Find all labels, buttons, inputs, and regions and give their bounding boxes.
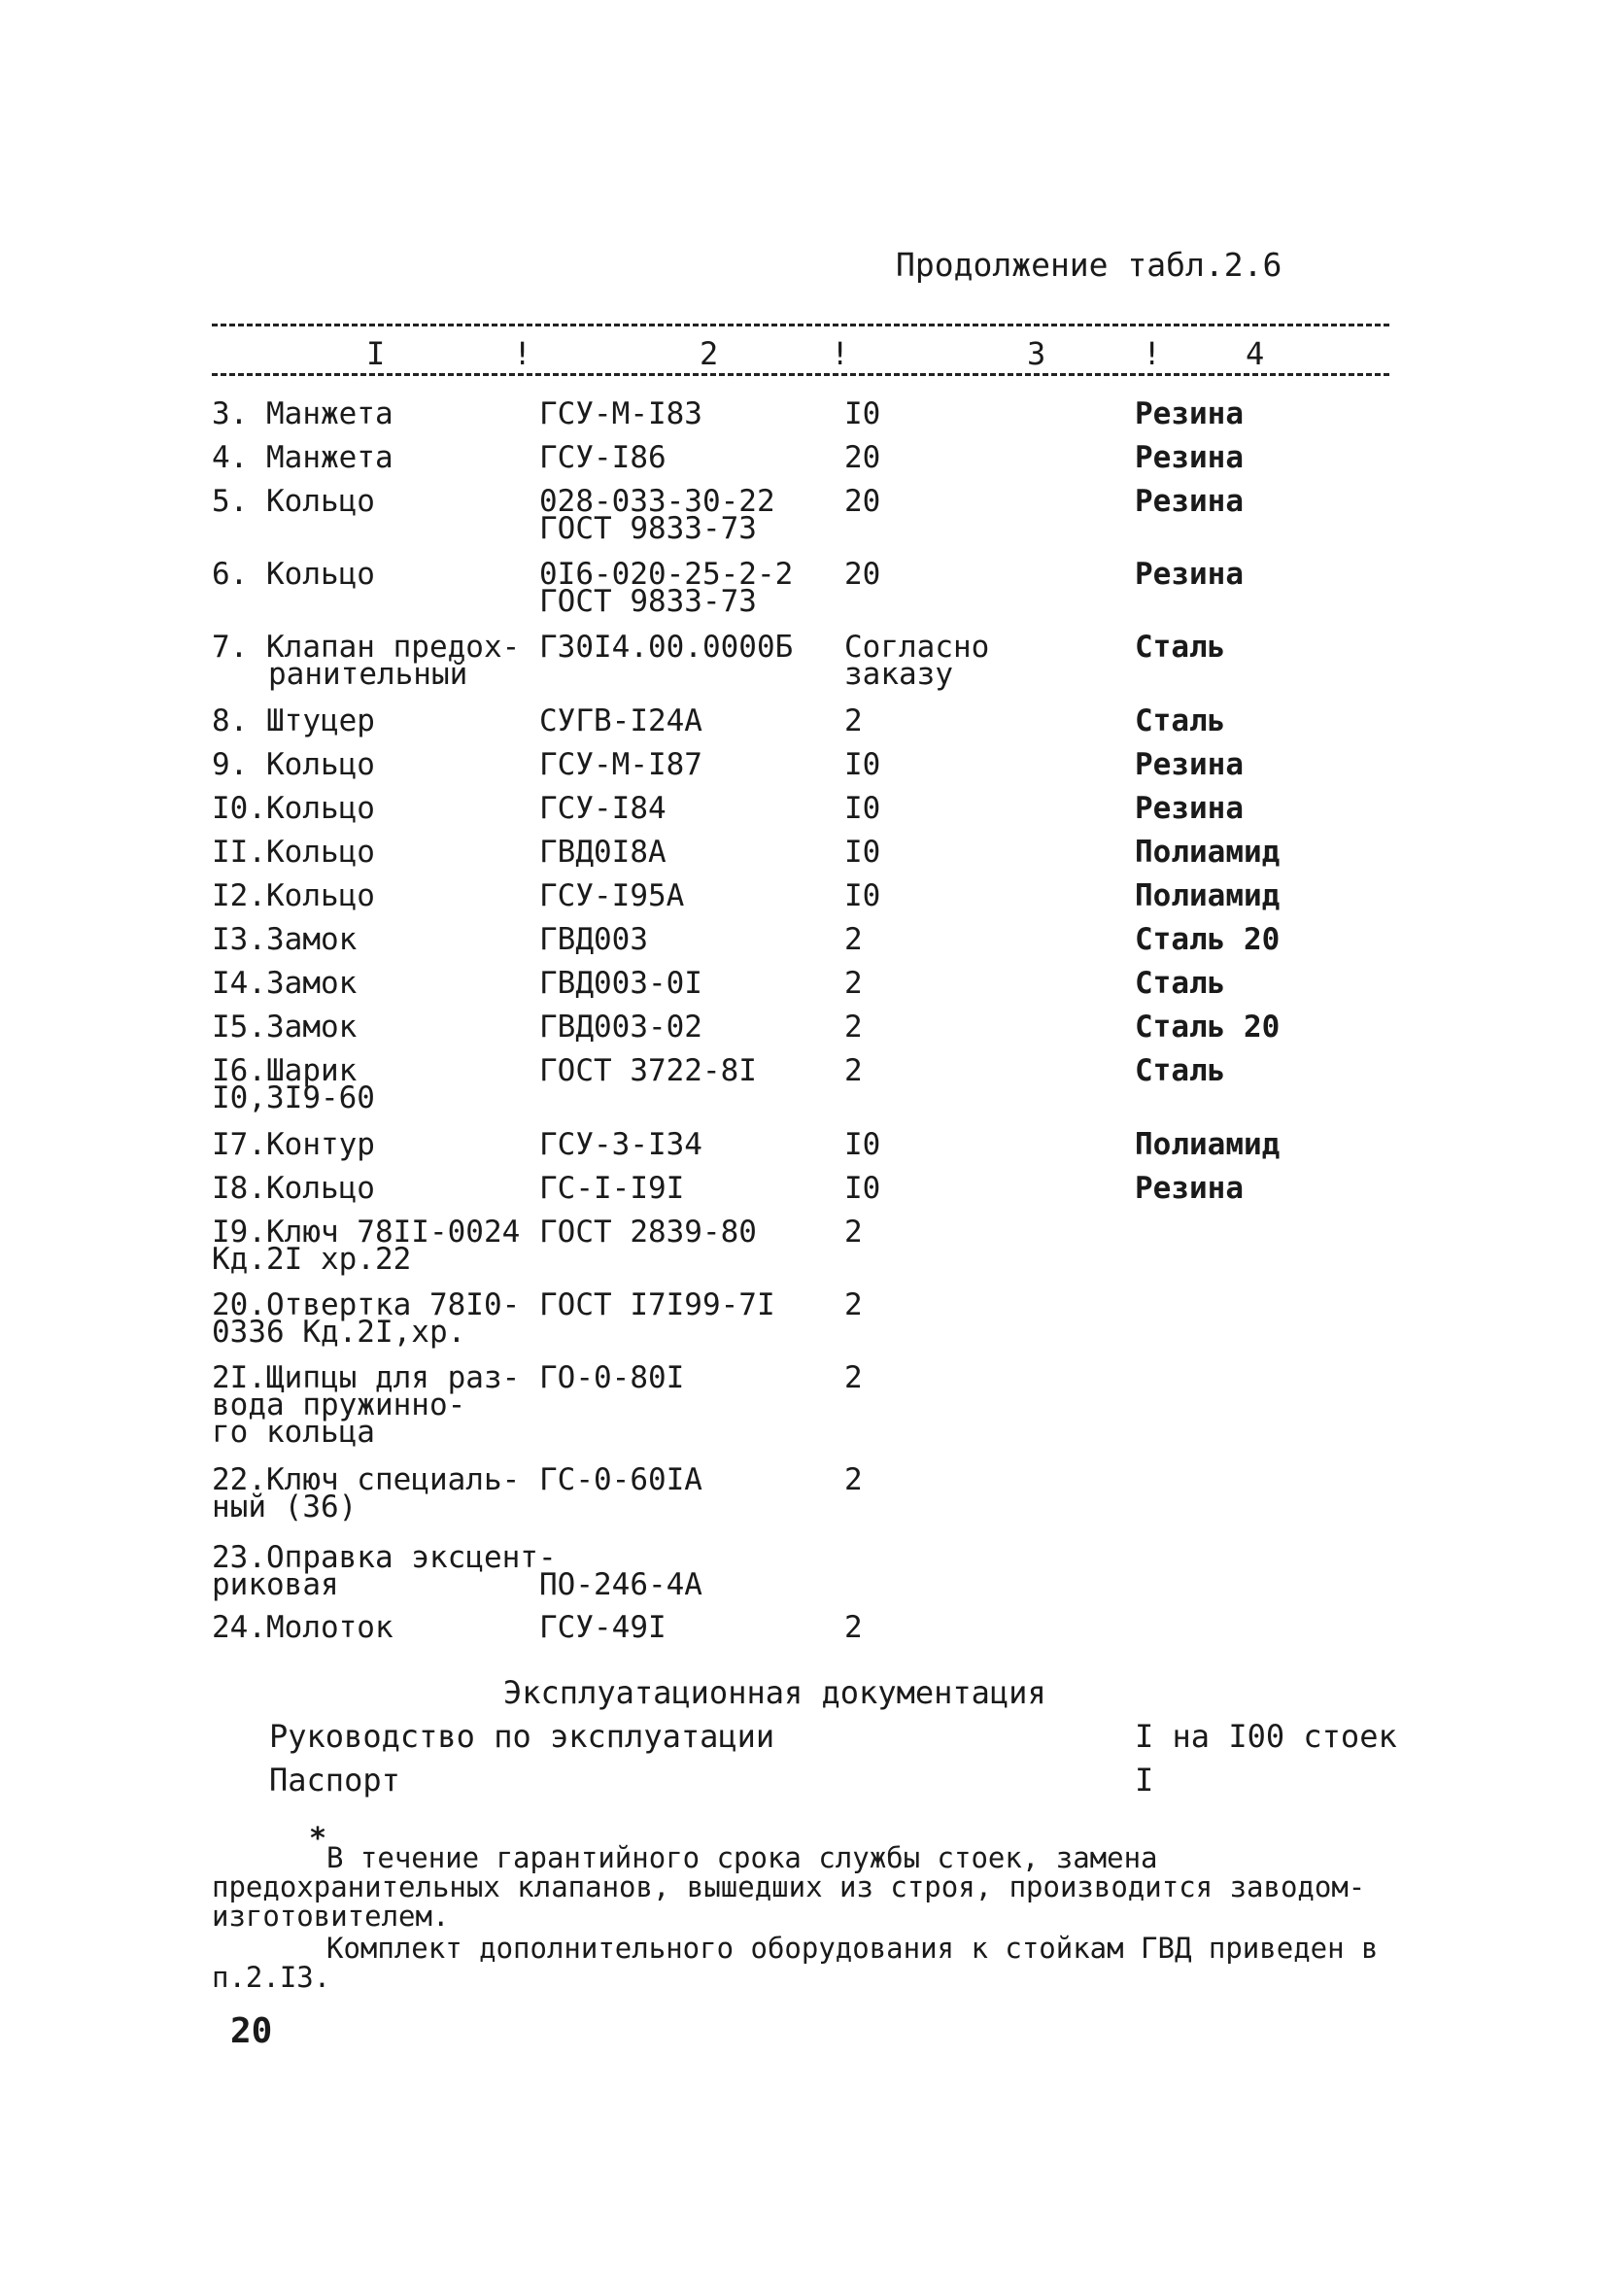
row-item: 22.Ключ специаль- <box>212 1462 521 1497</box>
row-item: I9.Ключ 78II-0024 <box>212 1215 521 1250</box>
table-row <box>212 835 1417 883</box>
row-item: I4.Замок <box>212 966 358 1001</box>
header-sep-3: ! <box>1143 335 1162 372</box>
row-designation-standard: ГОСТ 9833-73 <box>539 511 757 546</box>
row-material: Резина <box>1135 484 1244 519</box>
row-quantity: 20 <box>844 440 881 475</box>
table-row <box>212 484 1417 557</box>
row-item: 24.Молоток <box>212 1610 393 1645</box>
table-row <box>212 1127 1417 1176</box>
row-item: 5. Кольцо <box>212 484 375 519</box>
row-quantity: 2 <box>844 1360 863 1395</box>
row-quantity: 2 <box>844 922 863 957</box>
row-material: Сталь <box>1135 966 1226 1001</box>
header-col-4: 4 <box>1246 335 1265 372</box>
row-designation: Г30I4.00.0000Б <box>539 630 794 665</box>
table-header-rule <box>212 373 1389 376</box>
table-row <box>212 1610 1417 1659</box>
row-designation: ПО-246-4А <box>539 1567 702 1602</box>
row-quantity: I0 <box>844 1171 881 1206</box>
row-item-cont: вода пружинно- <box>212 1388 466 1422</box>
row-quantity: 2 <box>844 1053 863 1088</box>
row-designation: ГСУ-3-I34 <box>539 1127 702 1162</box>
doc-quantity: I <box>1135 1762 1154 1799</box>
row-designation: ГСУ-М-I83 <box>539 396 702 431</box>
table-row <box>212 703 1417 752</box>
row-quantity: I0 <box>844 1127 881 1162</box>
row-material: Резина <box>1135 396 1244 431</box>
row-designation: ГВД003 <box>539 922 648 957</box>
row-quantity-cont: заказу <box>844 657 953 692</box>
row-material: Полиамид <box>1135 1127 1281 1162</box>
row-item: 20.Отвертка 78I0- <box>212 1287 521 1322</box>
row-item: 6. Кольцо <box>212 557 375 592</box>
row-material: Резина <box>1135 747 1244 782</box>
row-quantity: 2 <box>844 703 863 738</box>
row-designation: ГСУ-I84 <box>539 791 667 826</box>
row-material: Резина <box>1135 440 1244 475</box>
table-caption: Продолжение табл.2.6 <box>896 246 1282 284</box>
table-top-rule <box>212 324 1389 326</box>
row-quantity: I0 <box>844 396 881 431</box>
row-designation: ГВД003-02 <box>539 1010 702 1045</box>
row-item: I2.Кольцо <box>212 878 375 913</box>
row-designation: ГСУ-I86 <box>539 440 667 475</box>
row-quantity: I0 <box>844 835 881 870</box>
row-item-cont: I0,3I9-60 <box>212 1080 375 1115</box>
row-designation: ГОСТ 2839-80 <box>539 1215 757 1250</box>
table-row <box>212 1462 1417 1535</box>
row-designation: ГОСТ I7I99-7I <box>539 1287 775 1322</box>
row-item: I0.Кольцо <box>212 791 375 826</box>
row-designation: ГСУ-49I <box>539 1610 667 1645</box>
table-row <box>212 878 1417 927</box>
row-material: Сталь <box>1135 1053 1226 1088</box>
row-material: Резина <box>1135 557 1244 592</box>
table-row <box>212 630 1417 703</box>
row-item: 7. Клапан предох- <box>212 630 521 665</box>
row-material: Полиамид <box>1135 878 1281 913</box>
row-item-cont: го кольца <box>212 1415 375 1450</box>
table-row <box>212 1360 1417 1462</box>
row-quantity: 20 <box>844 484 881 519</box>
row-item: I5.Замок <box>212 1010 358 1045</box>
table-row <box>212 1287 1417 1360</box>
row-item: 23.Оправка эксцент- <box>212 1540 557 1575</box>
row-quantity: 2 <box>844 1010 863 1045</box>
row-designation: ГВД0I8А <box>539 835 667 870</box>
table-row <box>212 1215 1417 1287</box>
row-quantity: I0 <box>844 878 881 913</box>
table-row <box>212 966 1417 1014</box>
table-row <box>212 396 1417 445</box>
table-row <box>212 1540 1417 1613</box>
row-material: Резина <box>1135 1171 1244 1206</box>
row-quantity: 2 <box>844 1287 863 1322</box>
table-row <box>212 1171 1417 1219</box>
row-quantity: Согласно <box>844 630 990 665</box>
row-item: 4. Манжета <box>212 440 393 475</box>
table-row <box>212 557 1417 630</box>
row-item-cont: Кд.2I хр.22 <box>212 1242 412 1277</box>
table-row <box>212 440 1417 489</box>
row-item: 3. Манжета <box>212 396 393 431</box>
footnote-text: В течение гарантийного срока службы стоек, замена предохранительных клапанов, вышедших из строя, производится заводом-изготовителем. <box>212 1841 1366 1933</box>
row-material: Сталь 20 <box>1135 1010 1281 1045</box>
row-item: 8. Штуцер <box>212 703 375 738</box>
table-row <box>212 1010 1417 1058</box>
row-designation: 028-033-30-22 <box>539 484 775 519</box>
docs-section-title: Эксплуатационная документация <box>503 1674 1046 1711</box>
row-item: 2I.Щипцы для раз- <box>212 1360 521 1395</box>
table-row <box>212 1053 1417 1126</box>
row-quantity: 2 <box>844 1610 863 1645</box>
header-col-1: I <box>366 335 386 372</box>
header-col-3: 3 <box>1027 335 1046 372</box>
row-item: 9. Кольцо <box>212 747 375 782</box>
row-quantity: 2 <box>844 966 863 1001</box>
table-row <box>212 791 1417 840</box>
row-material: Полиамид <box>1135 835 1281 870</box>
row-designation: ГС-I-I9I <box>539 1171 685 1206</box>
row-item-cont: ный (36) <box>212 1490 358 1525</box>
row-designation: ГО-0-80I <box>539 1360 685 1395</box>
row-material: Сталь <box>1135 630 1226 665</box>
table-row <box>212 747 1417 796</box>
header-sep-1: ! <box>513 335 532 372</box>
row-item: II.Кольцо <box>212 835 375 870</box>
row-material: Сталь 20 <box>1135 922 1281 957</box>
page-number: 20 <box>230 2011 273 2051</box>
row-item: I8.Кольцо <box>212 1171 375 1206</box>
row-quantity: I0 <box>844 747 881 782</box>
row-designation-standard: ГОСТ 9833-73 <box>539 584 757 619</box>
doc-name: Руководство по эксплуатации <box>269 1718 775 1755</box>
row-item-cont: риковая <box>212 1567 339 1602</box>
footnote-mark: * <box>309 1822 327 1856</box>
row-item: I6.Шарик <box>212 1053 358 1088</box>
row-quantity: 2 <box>844 1215 863 1250</box>
row-item-cont: 0336 Кд.2I,хр. <box>212 1315 466 1350</box>
footnote-equipment: Комплект дополнительного оборудования к стойкам ГВД приведен в п.2.I3. <box>212 1932 1379 1994</box>
row-designation: ГОСТ 3722-8I <box>539 1053 757 1088</box>
row-quantity: 20 <box>844 557 881 592</box>
row-item-cont: ранительный <box>268 657 468 692</box>
row-designation: ГС-0-60IА <box>539 1462 702 1497</box>
row-designation: СУГВ-I24А <box>539 703 702 738</box>
row-material: Резина <box>1135 791 1244 826</box>
table-row <box>212 922 1417 971</box>
doc-quantity: I на I00 стоек <box>1135 1718 1397 1755</box>
row-item: I7.Контур <box>212 1127 375 1162</box>
doc-name: Паспорт <box>269 1762 400 1799</box>
row-designation: ГВД003-0I <box>539 966 702 1001</box>
header-col-2: 2 <box>700 335 719 372</box>
row-quantity: I0 <box>844 791 881 826</box>
row-designation: ГСУ-I95А <box>539 878 685 913</box>
row-designation: 0I6-020-25-2-2 <box>539 557 794 592</box>
row-quantity: 2 <box>844 1462 863 1497</box>
row-item: I3.Замок <box>212 922 358 957</box>
header-sep-2: ! <box>831 335 850 372</box>
row-material: Сталь <box>1135 703 1226 738</box>
row-designation: ГСУ-М-I87 <box>539 747 702 782</box>
